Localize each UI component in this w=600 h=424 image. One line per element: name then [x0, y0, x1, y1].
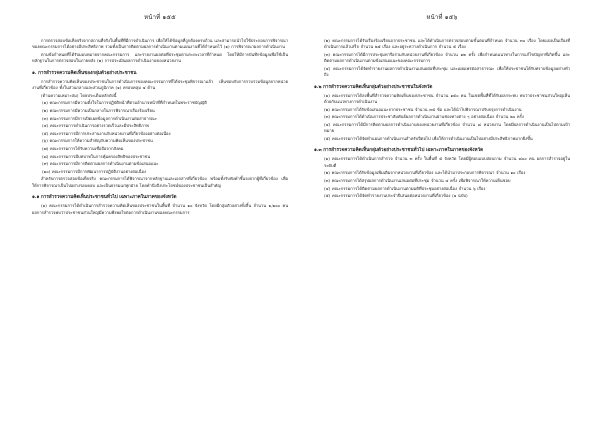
- list-item: (๓) คณะกรรมการมีการเปิดเผยข้อมูลการดำเนินงานต่อสาธารณะ: [42, 115, 157, 121]
- list-item: (๑๐) คณะกรรมการมีการพัฒนาการปฏิบัติงานอย่างต่อเนื่อง: [42, 168, 147, 174]
- paragraph: (ด้านความเหมาะสม) โดยประเด็นหลักดังนี้: [41, 92, 117, 98]
- right-page: [300, 0, 600, 424]
- list-item: (๒) คณะกรรมการได้รับเรื่องร้องเรียนจากประชาชน และได้ดำเนินการตรวจสอบตามขั้นตอนที่กำหนด จำนวน ๓๐ เรื่อง โดยแบ่งเป็นเรื่องที่ดำเนินการแล้วเสร็จ จำนวน ๒๕ เรื่อง และอยู่ระหว่างดำเนินการ จำนวน ๕ เรื่อง: [324, 38, 570, 50]
- list-item: (๗) คณะกรรมการได้รับความเชื่อถือจากสังคม: [42, 145, 124, 151]
- list-item: (๑) คณะกรรมการได้ดำเนินการสำรวจ จำนวน ๓ ครั้ง ในพื้นที่ ๕ จังหวัด โดยมีผู้ตอบแบบสอบถาม จำนวน ๘๐๐ คน ผลการสำรวจอยู่ในระดับดี: [324, 156, 570, 168]
- list-item: (๖) คณะกรรมการให้ความสำคัญกับความคิดเห็นของประชาชน: [42, 138, 153, 144]
- list-item: (๙) คณะกรรมการมีการติดตามผลการดำเนินงานตามข้อเสนอแนะ: [42, 161, 159, 167]
- page-number: หน้าที่ ๑๕๕: [144, 14, 176, 21]
- page-body: [314, 38, 570, 200]
- paragraph: การตรวจสอบข้อเท็จจริงจากสถานที่จริงในพื้นที่ที่มีการดำเนินการ เพื่อให้ได้ข้อมูลที่ถูกต้องครบถ้วน และสามารถนำไปใช้ประกอบการพิจารณาของคณะกรรมการได้อย่างมีประสิทธิภาพ รวมทั้งเป็นการติดตามผลการดำเนินงานตามแผนงานที่ได้กำหนดไว้ (๑) การพิจารณาผลการดำเนินงาน: [32, 38, 288, 50]
- list-item: (๒) คณะกรรมการได้รับข้อมูลเพิ่มเติมจากหน่วยงานที่เกี่ยวข้อง และได้นำมาประกอบการพิจารณา จำนวน ๑๐ เรื่อง: [324, 170, 526, 176]
- list-item: (๕) คณะกรรมการได้จัดทำรายงานประจำปีเสนอต่อหน่วยงานที่เกี่ยวข้อง (๑ ฉบับ): [324, 193, 468, 199]
- list-item: (๓) คณะกรรมการได้สรุปผลการดำเนินงานเสนอต่อที่ประชุม จำนวน ๔ ครั้ง เพื่อพิจารณาให้ความเห็นชอบ: [324, 178, 511, 183]
- list-item: (๔) คณะกรรมการดำเนินการอย่างรวดเร็วและมีประสิทธิภาพ: [42, 123, 149, 129]
- list-item: (๕) คณะกรรมการมีการประสานงานกับหน่วยงานที่เกี่ยวข้องอย่างต่อเนื่อง: [42, 130, 171, 136]
- paragraph: (๑) คณะกรรมการได้ดำเนินการสำรวจความคิดเห็นของประชาชนในพื้นที่ จำนวน ๑๐ จังหวัด โดยมีกลุ่มตัวอย่างทั้งสิ้น จำนวน ๑,๒๐๐ คน ผลการสำรวจพบว่าประชาชนส่วนใหญ่มีความพึงพอใจต่อการดำเนินงานของคณะกรรมการ: [32, 203, 288, 215]
- list-item: (๑) คณะกรรมการมีความตั้งใจในการปฏิบัติหน้าที่ตามอำนาจหน้าที่ที่กำหนดในพระราชบัญญัติ: [42, 100, 207, 106]
- paragraph: ตามข้อกำหนดที่ได้รับมอบหมายจากคณะกรรมการ และรายงานผลต่อที่ประชุมตามระยะเวลาที่กำหนด โดยให้มีการบันทึกข้อมูลเพื่อใช้เป็นหลักฐานในการตรวจสอบในภายหลัง (๒) การประเมินผลการดำเนินงานของหน่วยงาน: [32, 52, 288, 64]
- paragraph: สำหรับการตรวจสอบข้อเท็จจริง คณะกรรมการได้พิจารณาจากหลักฐานและเอกสารที่เกี่ยวข้อง พร้อมทั้งรับฟังคำชี้แจงจากผู้ที่เกี่ยวข้อง เพื่อให้การพิจารณาเป็นไปอย่างรอบคอบ และเป็นธรรมแก่ทุกฝ่าย โดยคำนึงถึงประโยชน์ของประชาชนเป็นสำคัญ: [32, 176, 288, 188]
- list-item: (๒) คณะกรรมการได้รับข้อเสนอแนะจากประชาชน จำนวน ๓๕ ข้อ และได้นำไปพิจารณาปรับปรุงการดำเนินงาน: [324, 106, 522, 112]
- list-item: (๑) คณะกรรมการได้ลงพื้นที่สำรวจความคิดเห็นของประชาชน จำนวน ๑๕๐ คน ในเขตพื้นที่ที่ได้รับผลกระทบ พบว่าประชาชนส่วนใหญ่เห็นด้วยกับแนวทางการดำเนินงาน: [324, 92, 570, 105]
- list-item: (๔) คณะกรรมการได้มีการติดตามผลการดำเนินงานของหน่วยงานที่เกี่ยวข้อง จำนวน ๘ หน่วยงาน โดยมีผลการดำเนินงานเป็นไปตามเป้าหมาย: [324, 122, 570, 134]
- section-heading: ๑.๒ การสำรวจความคิดเห็นกลุ่มตัวอย่างประชาชนในจังหวัด: [314, 84, 433, 90]
- section-heading: ๑.๑ การสำรวจความคิดเห็นประชาชนทั่วไป เฉพาะภาคในภาคของจังหวัด: [32, 195, 177, 201]
- list-item: (๒) คณะกรรมการมีความเป็นกลางในการพิจารณาเรื่องร้องเรียน: [42, 108, 155, 113]
- list-item: (๓) คณะกรรมการได้มีการประชุมหารือร่วมกับหน่วยงานที่เกี่ยวข้อง จำนวน ๑๒ ครั้ง เพื่อกำหนดแนวทางในการแก้ไขปัญหาที่เกิดขึ้น และติดตามผลการดำเนินงานตามข้อเสนอแนะของคณะกรรมการ: [324, 52, 570, 64]
- section-heading: ๑. การสำรวจความคิดเห็นของกลุ่มตัวอย่างประชาชน: [32, 70, 137, 76]
- list-item: (๘) คณะกรรมการมีบทบาทในการคุ้มครองสิทธิของประชาชน: [42, 153, 151, 159]
- list-item: (๓) คณะกรรมการได้ดำเนินการประชาสัมพันธ์ผลการดำเนินงานผ่านช่องทางต่าง ๆ อย่างต่อเนื่อง จำนวน ๒๐ ครั้ง: [324, 114, 524, 120]
- paragraph: การสำรวจความคิดเห็นของประชาชนในการดำเนินการของคณะกรรมการที่ได้ประชุมพิจารณาแล้ว เห็นชอบกับการรวบรวมข้อมูลจากหน่วยงานที่เกี่ยวข้อง ทั้งในส่วนกลางและส่วนภูมิภาค (๑) ครอบคลุม ๔ ด้าน: [32, 78, 288, 91]
- page-body: [32, 38, 288, 216]
- list-item: (๕) คณะกรรมการได้จัดทำแผนการดำเนินงานสำหรับปีต่อไป เพื่อให้การดำเนินงานเป็นไปอย่างมีประสิทธิภาพมากยิ่งขึ้น: [324, 136, 533, 141]
- page-number: หน้าที่ ๑๕๖: [426, 14, 458, 21]
- list-item: (๔) คณะกรรมการได้ติดตามผลการดำเนินงานตามมติที่ประชุมอย่างต่อเนื่อง จำนวน ๖ เรื่อง: [324, 185, 486, 191]
- list-item: (๔) คณะกรรมการได้จัดทำรายงานผลการดำเนินงานเสนอต่อที่ประชุม และเผยแพร่ต่อสาธารณะ เพื่อให้ประชาชนได้รับทราบข้อมูลอย่างทั่วถึง: [324, 66, 570, 78]
- section-heading: ๑.๓ การสำรวจความคิดเห็นกลุ่มตัวอย่างประชาชนทั่วไป เฉพาะภาคในภาคของจังหวัด: [314, 148, 484, 154]
